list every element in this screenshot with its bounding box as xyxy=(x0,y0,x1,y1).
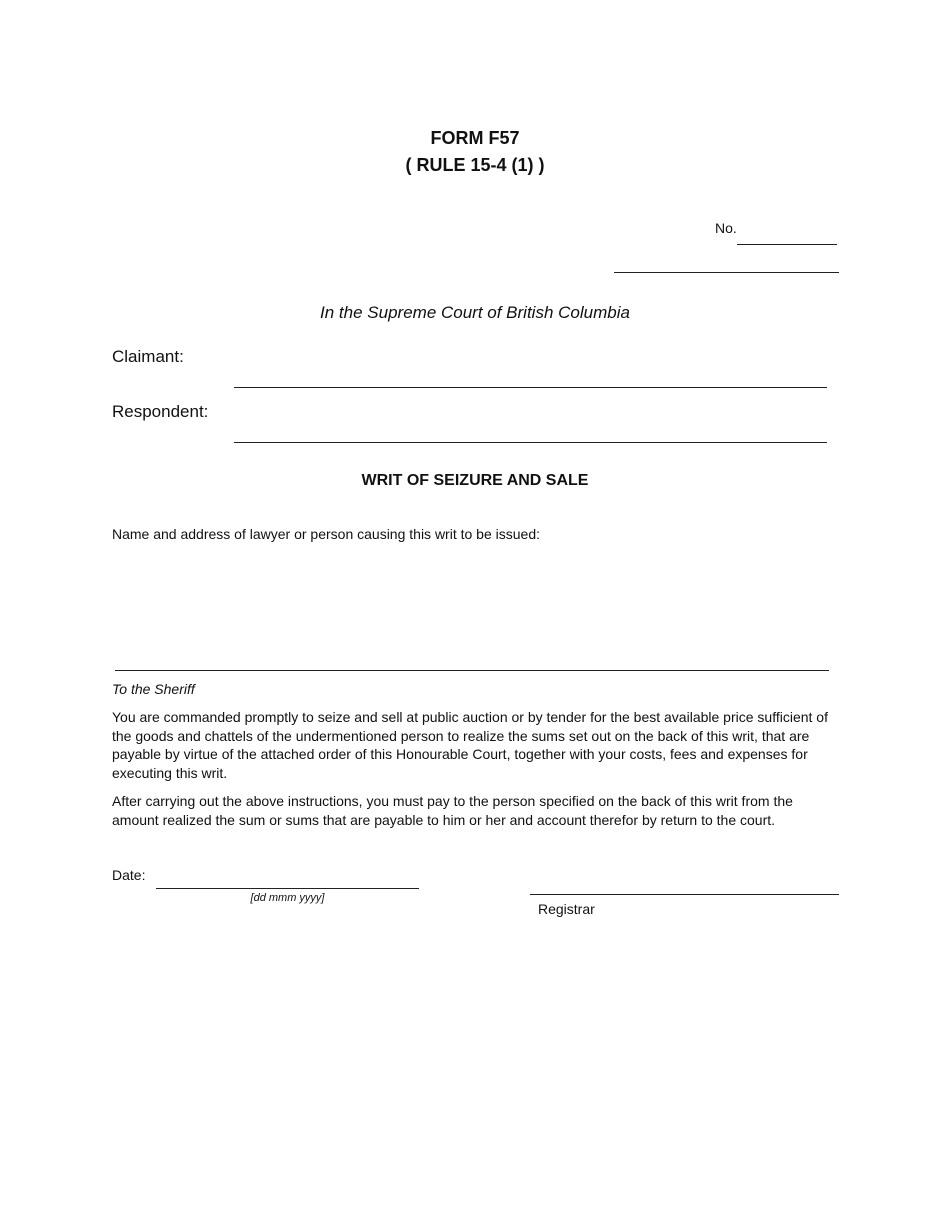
respondent-field[interactable] xyxy=(234,420,827,443)
registrar-label: Registrar xyxy=(538,901,595,917)
instructions-paragraph: After carrying out the above instructions, you must pay to the person specified on the back of this writ from the amount realized the sum or sums that are payable to him or her and account therefor by return to the court. xyxy=(112,793,793,828)
form-number: FORM F57 xyxy=(430,128,520,148)
date-label: Date: xyxy=(112,867,146,883)
file-number-label: No. xyxy=(715,220,737,236)
date-format-hint: [dd mmm yyyy] xyxy=(250,892,325,904)
rule-reference: ( RULE 15-4 (1) ) xyxy=(405,155,545,175)
court-name: In the Supreme Court of British Columbia xyxy=(320,303,630,322)
file-number-field[interactable] xyxy=(737,224,837,245)
registry-field[interactable] xyxy=(614,252,839,273)
document-title: WRIT OF SEIZURE AND SALE xyxy=(361,472,589,489)
respondent-label: Respondent: xyxy=(112,402,209,421)
issuer-label: Name and address of lawyer or person causing this writ to be issued: xyxy=(112,526,540,542)
command-paragraph: You are commanded promptly to seize and sell at public auction or by tender for the best available price sufficient of the goods and chattels of the undermentioned person to realize the sums set out on the back of this writ, that are payable by virtue of the attached order of this Honourable Court, together with your costs, fees and expenses for executing this writ. xyxy=(112,709,828,781)
claimant-label: Claimant: xyxy=(112,347,184,366)
claimant-field[interactable] xyxy=(234,365,827,388)
date-field[interactable] xyxy=(156,868,419,889)
issuer-field[interactable] xyxy=(115,548,829,671)
addressee: To the Sheriff xyxy=(112,681,195,697)
registrar-signature-line[interactable] xyxy=(530,894,839,895)
